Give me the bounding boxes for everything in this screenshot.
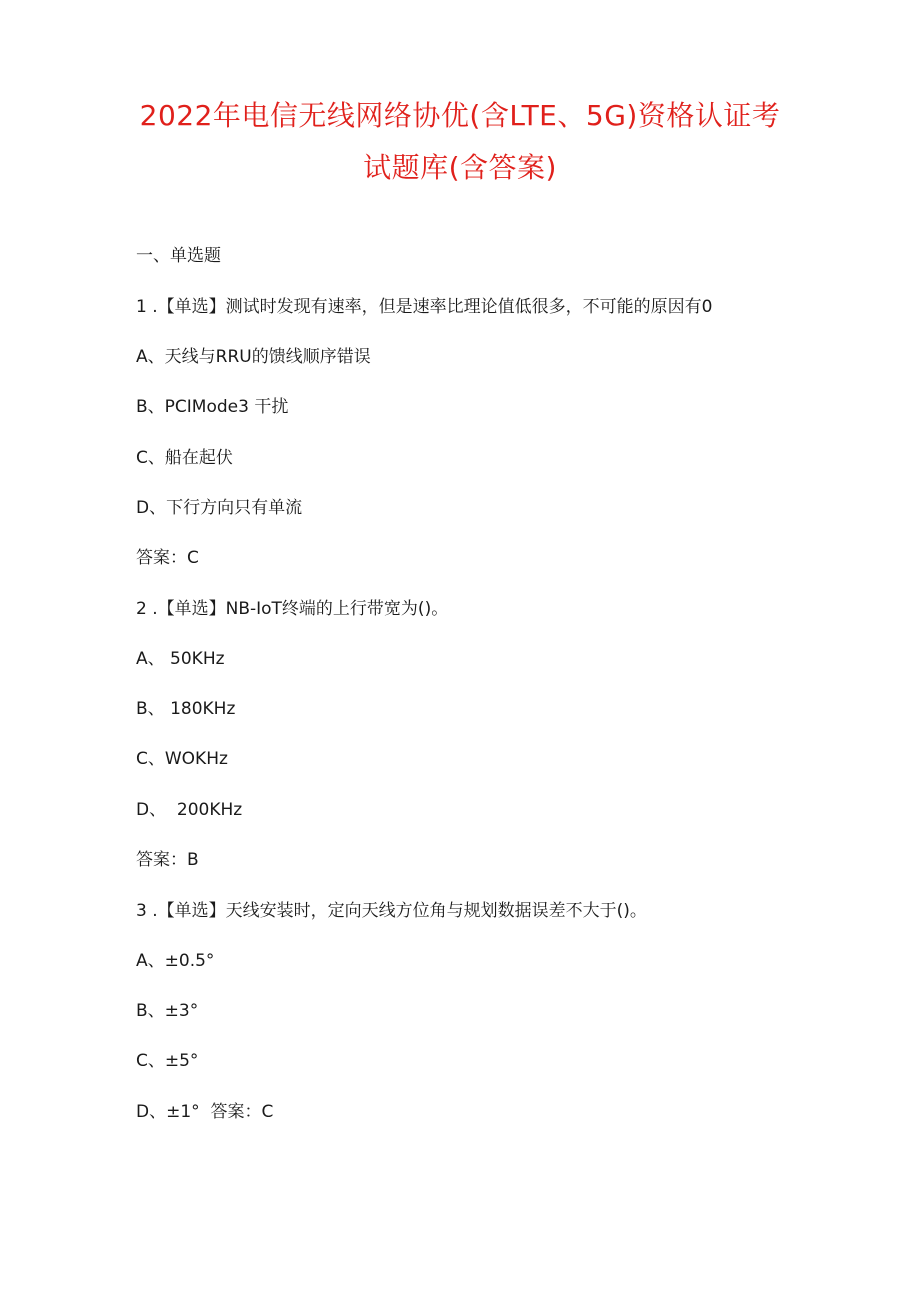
question-2-option-d: D、 200KHz xyxy=(136,800,243,820)
question-1-option-c: C、船在起伏 xyxy=(136,448,233,468)
question-1-option-a: A、天线与RRU的馈线顺序错误 xyxy=(136,347,371,367)
question-2-option-a: A、 50KHz xyxy=(136,649,225,669)
question-1-answer: 答案：C xyxy=(136,548,199,568)
question-3-option-d-and-answer: D、±1° 答案：C xyxy=(136,1102,274,1122)
section-heading: 一、单选题 xyxy=(136,246,221,266)
question-1-stem: 1 .【单选】测试时发现有速率，但是速率比理论值低很多，不可能的原因有0 xyxy=(136,297,713,317)
question-2-option-c: C、WOKHz xyxy=(136,749,228,769)
question-1-option-d: D、下行方向只有单流 xyxy=(136,498,303,518)
question-2-option-b: B、 180KHz xyxy=(136,699,236,719)
question-2-answer: 答案：B xyxy=(136,850,199,870)
question-3-option-c: C、±5° xyxy=(136,1051,199,1071)
document-title-line-1: 2022年电信无线网络协优(含LTE、5G)资格认证考 xyxy=(139,99,781,132)
question-3-option-b: B、±3° xyxy=(136,1001,199,1021)
document-title-line-2: 试题库(含答案) xyxy=(363,151,557,184)
question-1-option-b: B、PCIMode3 干扰 xyxy=(136,397,289,417)
question-3-stem: 3 .【单选】天线安装时，定向天线方位角与规划数据误差不大于()。 xyxy=(136,901,647,921)
question-3-option-a: A、±0.5° xyxy=(136,951,215,971)
question-2-stem: 2 .【单选】NB-IoT终端的上行带宽为()。 xyxy=(136,599,449,619)
